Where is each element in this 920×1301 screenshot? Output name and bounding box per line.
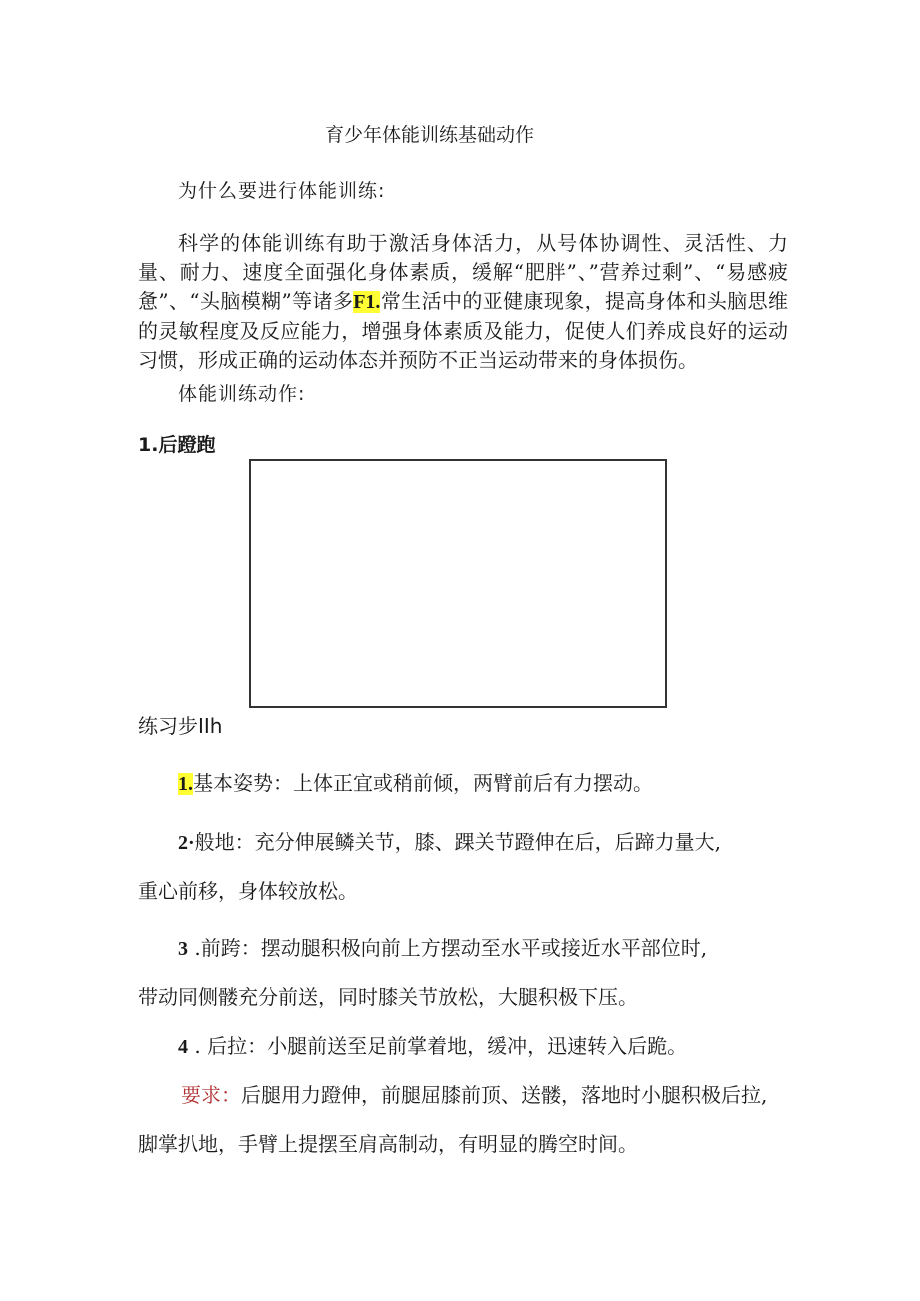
why-heading: 为什么要进行体能训练: — [178, 180, 386, 202]
step-3-number: 3 — [178, 938, 188, 960]
requirement-line2: 脚掌扒地，手臂上提摆至肩高制动，有明显的腾空时间。 — [138, 1132, 638, 1156]
step-3-line1 — [178, 938, 707, 959]
step-4-number: 4 — [178, 1036, 188, 1058]
step-4-line1 — [178, 1036, 687, 1057]
page-title: 育少年体能训练基础动作 — [325, 124, 535, 146]
step-4-text-1: . 后拉：小腿前送至足前掌着地，缓冲，迅速转入后跪。 — [188, 1034, 688, 1058]
step-3-line2: 带动同侧髅充分前送，同时膝关节放松，大腿积极下压。 — [138, 985, 638, 1009]
step-2-line2: 重心前移，身体较放松。 — [138, 879, 358, 903]
step-2-text-1: 般地：充分伸展鳞关节，膝、踝关节蹬伸在后，后蹄力量大, — [194, 830, 722, 854]
intro-highlight: F1. — [353, 291, 381, 313]
step-2-number: 2· — [178, 832, 195, 854]
actions-heading: 体能训练动作: — [178, 383, 306, 405]
step-1 — [178, 773, 653, 794]
section1-title: 1.后蹬跑 — [138, 434, 216, 456]
requirement-text-1: 后腿用力蹬伸，前腿屈膝前顶、送髅，落地时小腿积极后拉, — [241, 1083, 768, 1107]
requirement-line1 — [181, 1085, 767, 1105]
step-1-text: 基本姿势：上体正宜或稍前倾，两臂前后有力摆动。 — [193, 771, 653, 795]
intro-paragraph — [138, 229, 788, 375]
intro-text-part2: 常生活中的亚健康现象，提高身体和头脑思维的灵敏程度及反应能力，增强身体素质及能力，促使人们养成良好的运动习惯，形成正确的运动体态并预防不正当运动带来的身体损伤。 — [138, 289, 788, 372]
exercise-image-placeholder — [249, 459, 667, 708]
intro-text-part1: 科学的体能训练有助于激活身体活力，从号体协调性、灵活性、力量、耐力、速度全面强化身体素质，缓解“肥胖”、”营养过剩”、“易感疲惫”、“头脑模糊”等诸多 — [138, 231, 788, 313]
step-2-line1 — [178, 832, 721, 853]
step-3-text-1: .前跨：摆动腿积极向前上方摆动至水平或接近水平部位时, — [188, 936, 708, 960]
step-1-number: 1. — [178, 773, 193, 795]
steps-label: 练习步IIh — [138, 714, 223, 738]
requirement-label: 要求： — [181, 1083, 241, 1107]
